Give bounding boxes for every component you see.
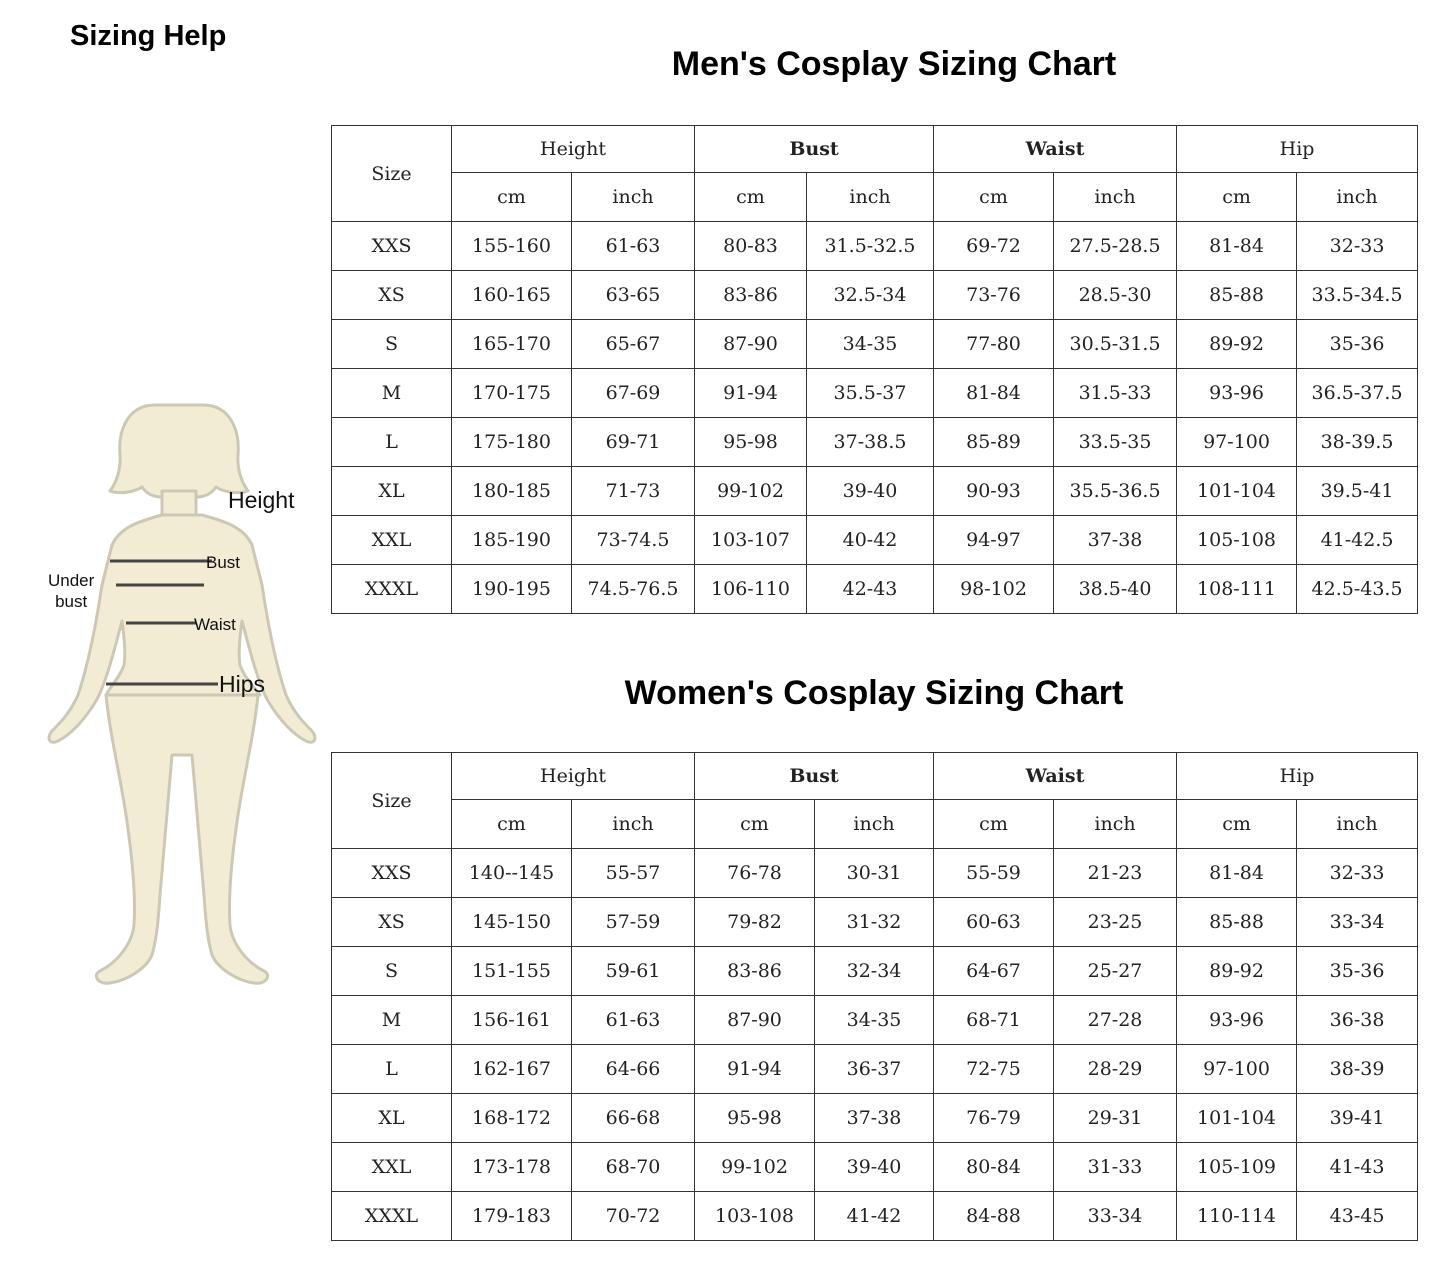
page-heading: Sizing Help: [70, 20, 227, 52]
measurement-cell: 156-161: [452, 996, 572, 1045]
measurement-cell: 151-155: [452, 947, 572, 996]
measurement-cell: 97-100: [1177, 418, 1297, 467]
unit-header: inch: [1054, 800, 1177, 849]
measurement-cell: 81-84: [1177, 222, 1297, 271]
size-label-cell: XL: [332, 467, 452, 516]
measurement-cell: 33-34: [1054, 1192, 1177, 1241]
measurement-cell: 33-34: [1297, 898, 1418, 947]
measurement-cell: 175-180: [452, 418, 572, 467]
measurement-cell: 95-98: [695, 1094, 815, 1143]
measurement-cell: 89-92: [1177, 947, 1297, 996]
mens-sizing-table: [331, 125, 1418, 614]
size-label-cell: XXL: [332, 1143, 452, 1192]
unit-header: cm: [695, 173, 807, 222]
measurement-cell: 42.5-43.5: [1297, 565, 1418, 614]
measurement-cell: 99-102: [695, 467, 807, 516]
measurement-group-header: Height: [452, 126, 695, 173]
measurement-cell: 43-45: [1297, 1192, 1418, 1241]
measurement-cell: 35.5-37: [807, 369, 934, 418]
measurement-cell: 39.5-41: [1297, 467, 1418, 516]
measurement-group-header: Height: [452, 753, 695, 800]
measurement-cell: 36.5-37.5: [1297, 369, 1418, 418]
measurement-cell: 185-190: [452, 516, 572, 565]
measurement-cell: 90-93: [934, 467, 1054, 516]
table-row: [332, 418, 1418, 467]
measurement-cell: 57-59: [572, 898, 695, 947]
measurement-cell: 55-59: [934, 849, 1054, 898]
size-label-cell: M: [332, 996, 452, 1045]
measurement-cell: 63-65: [572, 271, 695, 320]
unit-header: cm: [934, 173, 1054, 222]
size-label-cell: XXXL: [332, 565, 452, 614]
measurement-cell: 59-61: [572, 947, 695, 996]
measurement-cell: 140--145: [452, 849, 572, 898]
measurement-cell: 80-83: [695, 222, 807, 271]
measurement-cell: 37-38: [815, 1094, 934, 1143]
table-row: [332, 898, 1418, 947]
unit-header: inch: [1054, 173, 1177, 222]
measurement-cell: 30-31: [815, 849, 934, 898]
measurement-cell: 85-88: [1177, 271, 1297, 320]
unit-header: inch: [1297, 800, 1418, 849]
measurement-cell: 39-40: [807, 467, 934, 516]
size-label-cell: XS: [332, 898, 452, 947]
unit-header: cm: [452, 173, 572, 222]
measurement-cell: 41-42.5: [1297, 516, 1418, 565]
measurement-cell: 35.5-36.5: [1054, 467, 1177, 516]
measurement-cell: 98-102: [934, 565, 1054, 614]
measurement-cell: 83-86: [695, 947, 815, 996]
size-label-cell: XXS: [332, 222, 452, 271]
measurement-group-header: Waist: [934, 753, 1177, 800]
figure-label-hips: Hips: [219, 671, 266, 697]
measurement-cell: 80-84: [934, 1143, 1054, 1192]
measurement-cell: 31.5-33: [1054, 369, 1177, 418]
measurement-cell: 94-97: [934, 516, 1054, 565]
measurement-cell: 91-94: [695, 369, 807, 418]
size-label-cell: S: [332, 320, 452, 369]
table-row: [332, 849, 1418, 898]
measurement-cell: 34-35: [815, 996, 934, 1045]
unit-header: inch: [1297, 173, 1418, 222]
measurement-cell: 173-178: [452, 1143, 572, 1192]
measurement-cell: 33.5-35: [1054, 418, 1177, 467]
measurement-cell: 76-79: [934, 1094, 1054, 1143]
measurement-cell: 93-96: [1177, 996, 1297, 1045]
measurement-cell: 35-36: [1297, 320, 1418, 369]
measurement-group-header: Hip: [1177, 126, 1418, 173]
measurement-cell: 89-92: [1177, 320, 1297, 369]
size-column-header: Size: [332, 753, 452, 849]
measurement-group-header: Bust: [695, 753, 934, 800]
measurement-cell: 99-102: [695, 1143, 815, 1192]
measurement-cell: 91-94: [695, 1045, 815, 1094]
measurement-cell: 97-100: [1177, 1045, 1297, 1094]
measurement-cell: 179-183: [452, 1192, 572, 1241]
figure-label-height: Height: [228, 487, 295, 513]
measurement-cell: 95-98: [695, 418, 807, 467]
size-label-cell: S: [332, 947, 452, 996]
table-row: [332, 996, 1418, 1045]
measurement-cell: 61-63: [572, 996, 695, 1045]
table-row: [332, 320, 1418, 369]
size-label-cell: M: [332, 369, 452, 418]
unit-header: cm: [695, 800, 815, 849]
size-label-cell: XXS: [332, 849, 452, 898]
measurement-cell: 41-42: [815, 1192, 934, 1241]
measurement-cell: 101-104: [1177, 1094, 1297, 1143]
unit-header: inch: [815, 800, 934, 849]
measurement-cell: 38.5-40: [1054, 565, 1177, 614]
measurement-cell: 36-37: [815, 1045, 934, 1094]
unit-header-row: [332, 173, 1418, 222]
measurement-cell: 84-88: [934, 1192, 1054, 1241]
measurement-cell: 29-31: [1054, 1094, 1177, 1143]
measurement-cell: 93-96: [1177, 369, 1297, 418]
body-measurement-figure: [40, 395, 330, 1005]
table-row: [332, 369, 1418, 418]
measurement-cell: 34-35: [807, 320, 934, 369]
measurement-cell: 70-72: [572, 1192, 695, 1241]
figure-label-bust: Bust: [206, 553, 241, 572]
measurement-cell: 155-160: [452, 222, 572, 271]
measurement-cell: 65-67: [572, 320, 695, 369]
measurement-cell: 69-72: [934, 222, 1054, 271]
unit-header: cm: [452, 800, 572, 849]
measurement-cell: 79-82: [695, 898, 815, 947]
measurement-cell: 33.5-34.5: [1297, 271, 1418, 320]
measurement-cell: 25-27: [1054, 947, 1177, 996]
measurement-cell: 180-185: [452, 467, 572, 516]
measurement-cell: 165-170: [452, 320, 572, 369]
measurement-cell: 162-167: [452, 1045, 572, 1094]
measurement-cell: 74.5-76.5: [572, 565, 695, 614]
measurement-cell: 101-104: [1177, 467, 1297, 516]
measurement-cell: 61-63: [572, 222, 695, 271]
measurement-group-header: Hip: [1177, 753, 1418, 800]
measurement-cell: 42-43: [807, 565, 934, 614]
size-label-cell: XXL: [332, 516, 452, 565]
size-label-cell: L: [332, 1045, 452, 1094]
table-row: [332, 516, 1418, 565]
measurement-cell: 30.5-31.5: [1054, 320, 1177, 369]
measurement-cell: 73-74.5: [572, 516, 695, 565]
measurement-cell: 85-89: [934, 418, 1054, 467]
measurement-cell: 38-39.5: [1297, 418, 1418, 467]
measurement-cell: 68-70: [572, 1143, 695, 1192]
size-label-cell: XL: [332, 1094, 452, 1143]
group-header-row: [332, 753, 1418, 800]
measurement-cell: 110-114: [1177, 1192, 1297, 1241]
measurement-cell: 31.5-32.5: [807, 222, 934, 271]
table-row: [332, 1192, 1418, 1241]
table-row: [332, 947, 1418, 996]
size-label-cell: XS: [332, 271, 452, 320]
measurement-cell: 76-78: [695, 849, 815, 898]
table-row: [332, 1094, 1418, 1143]
measurement-cell: 37-38: [1054, 516, 1177, 565]
measurement-cell: 67-69: [572, 369, 695, 418]
unit-header: inch: [572, 173, 695, 222]
measurement-cell: 145-150: [452, 898, 572, 947]
unit-header: cm: [934, 800, 1054, 849]
measurement-cell: 72-75: [934, 1045, 1054, 1094]
womens-chart-title: Women's Cosplay Sizing Chart: [624, 674, 1124, 712]
measurement-cell: 103-107: [695, 516, 807, 565]
measurement-cell: 105-109: [1177, 1143, 1297, 1192]
measurement-cell: 103-108: [695, 1192, 815, 1241]
measurement-cell: 83-86: [695, 271, 807, 320]
measurement-cell: 87-90: [695, 320, 807, 369]
measurement-cell: 87-90: [695, 996, 815, 1045]
measurement-cell: 66-68: [572, 1094, 695, 1143]
measurement-cell: 32.5-34: [807, 271, 934, 320]
womens-sizing-table: [331, 752, 1418, 1241]
unit-header: inch: [807, 173, 934, 222]
measurement-cell: 106-110: [695, 565, 807, 614]
measurement-cell: 31-33: [1054, 1143, 1177, 1192]
measurement-cell: 81-84: [1177, 849, 1297, 898]
table-row: [332, 1143, 1418, 1192]
measurement-cell: 81-84: [934, 369, 1054, 418]
measurement-cell: 39-41: [1297, 1094, 1418, 1143]
size-column-header: Size: [332, 126, 452, 222]
measurement-cell: 73-76: [934, 271, 1054, 320]
unit-header: inch: [572, 800, 695, 849]
measurement-cell: 23-25: [1054, 898, 1177, 947]
measurement-cell: 41-43: [1297, 1143, 1418, 1192]
mens-chart-title: Men's Cosplay Sizing Chart: [671, 45, 1117, 83]
measurement-group-header: Waist: [934, 126, 1177, 173]
measurement-cell: 28-29: [1054, 1045, 1177, 1094]
measurement-cell: 32-33: [1297, 222, 1418, 271]
size-label-cell: L: [332, 418, 452, 467]
group-header-row: [332, 126, 1418, 173]
measurement-cell: 32-34: [815, 947, 934, 996]
measurement-cell: 37-38.5: [807, 418, 934, 467]
measurement-cell: 55-57: [572, 849, 695, 898]
measurement-cell: 39-40: [815, 1143, 934, 1192]
measurement-cell: 64-67: [934, 947, 1054, 996]
measurement-cell: 69-71: [572, 418, 695, 467]
measurement-cell: 35-36: [1297, 947, 1418, 996]
table-row: [332, 1045, 1418, 1094]
measurement-cell: 64-66: [572, 1045, 695, 1094]
measurement-cell: 160-165: [452, 271, 572, 320]
size-label-cell: XXXL: [332, 1192, 452, 1241]
measurement-cell: 85-88: [1177, 898, 1297, 947]
table-row: [332, 467, 1418, 516]
measurement-cell: 36-38: [1297, 996, 1418, 1045]
measurement-cell: 40-42: [807, 516, 934, 565]
measurement-cell: 105-108: [1177, 516, 1297, 565]
measurement-cell: 168-172: [452, 1094, 572, 1143]
unit-header: cm: [1177, 800, 1297, 849]
measurement-cell: 190-195: [452, 565, 572, 614]
unit-header-row: [332, 800, 1418, 849]
table-row: [332, 271, 1418, 320]
measurement-cell: 170-175: [452, 369, 572, 418]
measurement-cell: 28.5-30: [1054, 271, 1177, 320]
measurement-group-header: Bust: [695, 126, 934, 173]
figure-label-under-bust: Under bust: [48, 571, 95, 611]
figure-label-waist: Waist: [194, 615, 236, 634]
measurement-cell: 27-28: [1054, 996, 1177, 1045]
measurement-cell: 77-80: [934, 320, 1054, 369]
measurement-cell: 21-23: [1054, 849, 1177, 898]
table-row: [332, 222, 1418, 271]
measurement-cell: 108-111: [1177, 565, 1297, 614]
measurement-cell: 32-33: [1297, 849, 1418, 898]
table-row: [332, 565, 1418, 614]
measurement-cell: 31-32: [815, 898, 934, 947]
unit-header: cm: [1177, 173, 1297, 222]
measurement-cell: 71-73: [572, 467, 695, 516]
measurement-cell: 38-39: [1297, 1045, 1418, 1094]
measurement-cell: 27.5-28.5: [1054, 222, 1177, 271]
measurement-cell: 68-71: [934, 996, 1054, 1045]
measurement-cell: 60-63: [934, 898, 1054, 947]
